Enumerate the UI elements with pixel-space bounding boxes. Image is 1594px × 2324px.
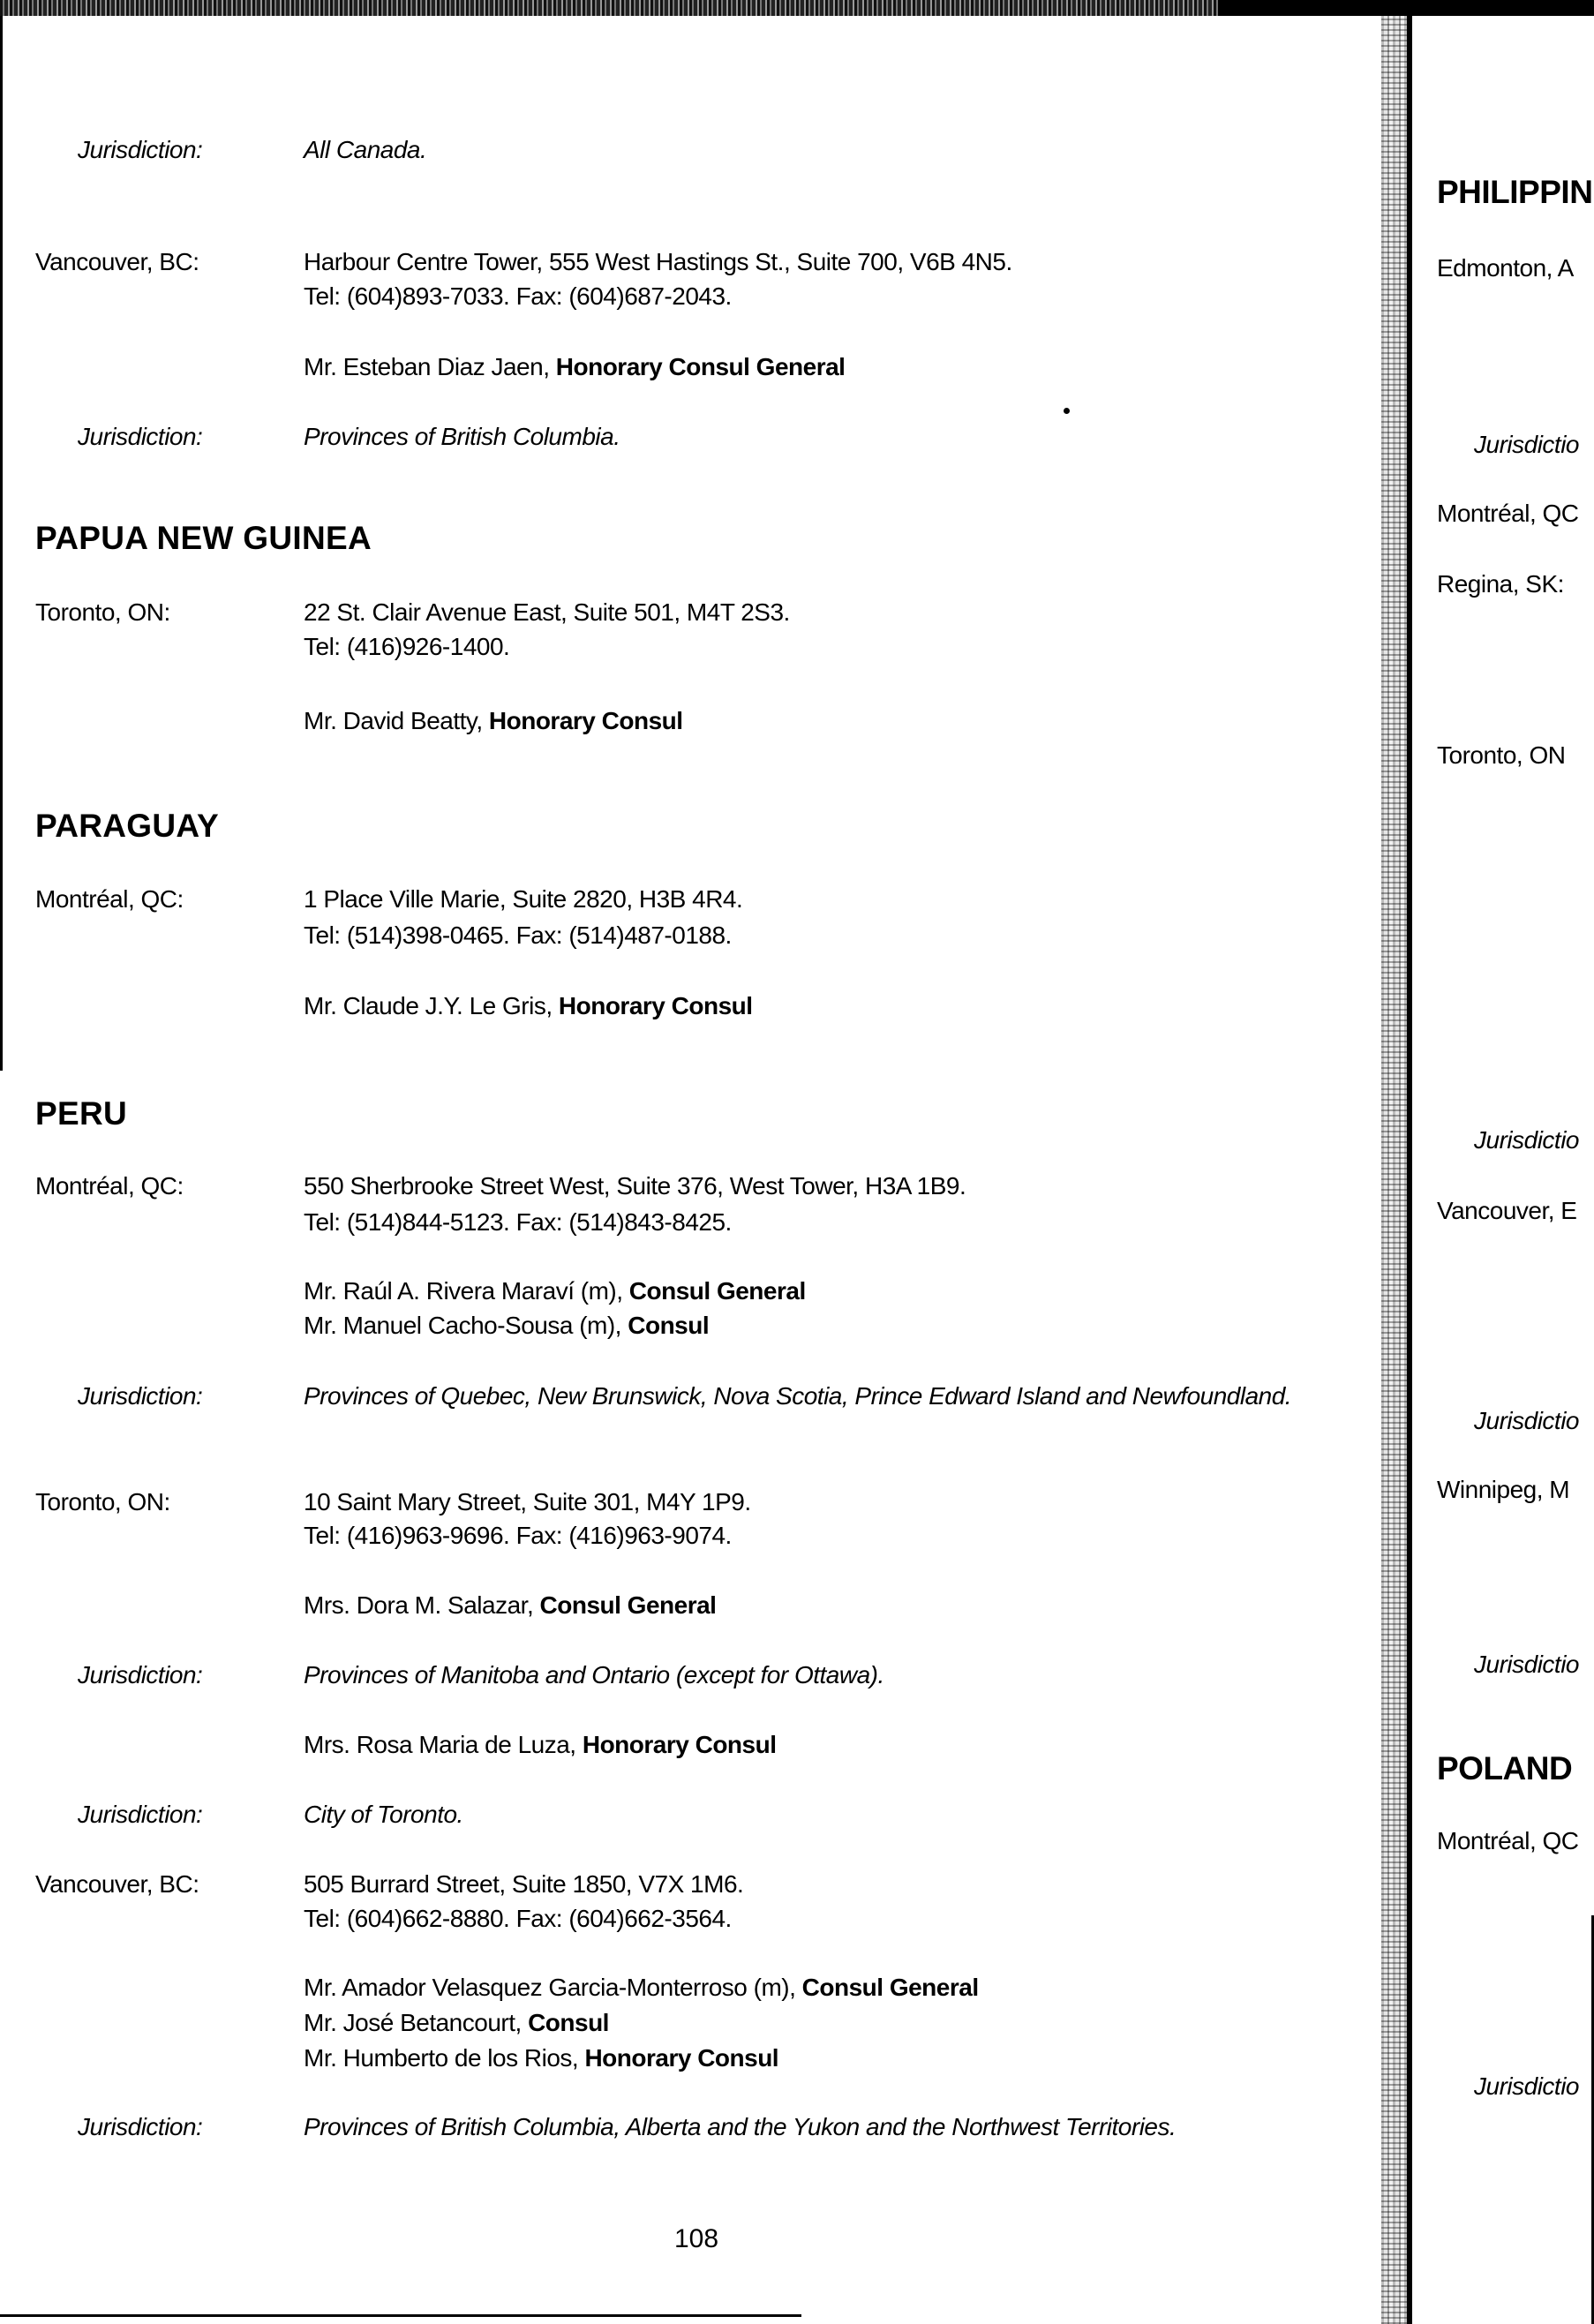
official-name: Mrs. Rosa Maria de Luza, <box>304 1731 583 1758</box>
city-label: Toronto, ON <box>1437 741 1566 769</box>
country-heading: PARAGUAY <box>35 808 219 844</box>
city-label: Vancouver, E <box>1437 1197 1577 1224</box>
phone-line: Tel: (604)893-7033. Fax: (604)687-2043. <box>304 282 732 310</box>
book-spine <box>1381 16 1408 2324</box>
country-heading: PAPUA NEW GUINEA <box>35 520 372 556</box>
jurisdiction-label: Jurisdiction: <box>78 136 203 163</box>
official-title: Honorary Consul General <box>555 353 846 380</box>
country-heading: PERU <box>35 1095 127 1132</box>
scan-top-band-dark <box>1218 0 1594 16</box>
official-name: Mr. Manuel Cacho-Sousa (m), <box>304 1312 628 1339</box>
address-line: Harbour Centre Tower, 555 West Hastings St., Suite 700, V6B 4N5. <box>304 248 1012 275</box>
page-number: 108 <box>674 2224 719 2253</box>
jurisdiction-text: Provinces of Quebec, New Brunswick, Nova Scotia, Prince Edward Island and Newfoundland. <box>304 1382 1292 1410</box>
jurisdiction-label: Jurisdiction: <box>78 1382 203 1410</box>
jurisdiction-text: City of Toronto. <box>304 1801 463 1828</box>
official-title: Honorary Consul <box>558 992 753 1019</box>
official-name: Mr. José Betancourt, <box>304 2009 529 2036</box>
official-name: Mr. Raúl A. Rivera Maraví (m), <box>304 1277 629 1305</box>
official-title: Honorary Consul <box>584 2044 779 2072</box>
city-label: Vancouver, BC: <box>35 1870 199 1898</box>
official-name: Mr. Esteban Diaz Jaen, <box>304 353 556 380</box>
country-heading: PHILIPPIN <box>1437 174 1593 210</box>
right-page <box>1412 16 1594 2324</box>
official-name: Mr. Amador Velasquez Garcia-Monterroso (m), <box>304 1974 802 2001</box>
jurisdiction-label: Jurisdiction: <box>78 1661 203 1688</box>
official-entry <box>304 1274 806 1309</box>
official-title: Consul <box>528 2009 609 2036</box>
city-label: Montréal, QC: <box>35 1172 184 1200</box>
jurisdiction-label: Jurisdictio <box>1474 1126 1579 1154</box>
jurisdiction-text: Provinces of British Columbia. <box>304 423 620 450</box>
official-name: Mr. David Beatty, <box>304 707 489 734</box>
jurisdiction-text: Provinces of British Columbia, Alberta and the Yukon and the Northwest Territories. <box>304 2113 1177 2140</box>
official-entry <box>304 989 753 1024</box>
phone-line: Tel: (416)963-9696. Fax: (416)963-9074. <box>304 1522 732 1549</box>
city-label: Toronto, ON: <box>35 598 170 626</box>
official-entry <box>304 1727 776 1763</box>
scan-left-border <box>0 16 3 1071</box>
city-label: Montréal, QC <box>1437 500 1579 527</box>
city-label: Toronto, ON: <box>35 1488 170 1515</box>
official-entry <box>304 2041 778 2076</box>
jurisdiction-label: Jurisdictio <box>1474 431 1579 458</box>
official-entry <box>304 1308 709 1343</box>
phone-line: Tel: (514)398-0465. Fax: (514)487-0188. <box>304 921 732 949</box>
city-label: Montréal, QC: <box>35 885 184 913</box>
address-line: 1 Place Ville Marie, Suite 2820, H3B 4R4. <box>304 885 743 913</box>
jurisdiction-label: Jurisdiction: <box>78 423 203 450</box>
jurisdiction-label: Jurisdictio <box>1474 2072 1579 2100</box>
official-title: Honorary Consul <box>582 1731 777 1758</box>
official-name: Mr. Humberto de los Rios, <box>304 2044 585 2072</box>
official-title: Consul General <box>539 1591 717 1619</box>
official-entry <box>304 350 845 385</box>
jurisdiction-text: Provinces of Manitoba and Ontario (except for Ottawa). <box>304 1661 884 1688</box>
official-name: Mrs. Dora M. Salazar, <box>304 1591 540 1619</box>
city-label: Winnipeg, M <box>1437 1476 1570 1503</box>
country-heading: POLAND <box>1437 1750 1573 1786</box>
phone-line: Tel: (416)926-1400. <box>304 633 510 660</box>
phone-line: Tel: (514)844-5123. Fax: (514)843-8425. <box>304 1208 732 1236</box>
address-line: 22 St. Clair Avenue East, Suite 501, M4T 2S3. <box>304 598 790 626</box>
jurisdiction-label: Jurisdiction: <box>78 2113 203 2140</box>
jurisdiction-text: All Canada. <box>304 136 427 163</box>
official-title: Consul General <box>628 1277 806 1305</box>
official-entry <box>304 2005 609 2041</box>
scan-bottom-rule <box>0 2314 801 2317</box>
official-title: Honorary Consul <box>488 707 683 734</box>
jurisdiction-label: Jurisdictio <box>1474 1651 1579 1678</box>
address-line: 550 Sherbrooke Street West, Suite 376, West Tower, H3A 1B9. <box>304 1172 966 1200</box>
official-name: Mr. Claude J.Y. Le Gris, <box>304 992 559 1019</box>
phone-line: Tel: (604)662-8880. Fax: (604)662-3564. <box>304 1905 732 1932</box>
address-line: 505 Burrard Street, Suite 1850, V7X 1M6. <box>304 1870 744 1898</box>
official-title: Consul <box>628 1312 710 1339</box>
jurisdiction-label: Jurisdictio <box>1474 1407 1579 1434</box>
jurisdiction-label: Jurisdiction: <box>78 1801 203 1828</box>
official-entry <box>304 703 683 739</box>
official-title: Consul General <box>801 1974 979 2001</box>
city-label: Regina, SK: <box>1437 570 1564 598</box>
city-label: Edmonton, A <box>1437 254 1574 282</box>
city-label: Vancouver, BC: <box>35 248 199 275</box>
official-entry <box>304 1970 979 2005</box>
scan-speck <box>1064 408 1070 414</box>
address-line: 10 Saint Mary Street, Suite 301, M4Y 1P9. <box>304 1488 751 1515</box>
official-entry <box>304 1588 716 1623</box>
city-label: Montréal, QC <box>1437 1827 1579 1854</box>
